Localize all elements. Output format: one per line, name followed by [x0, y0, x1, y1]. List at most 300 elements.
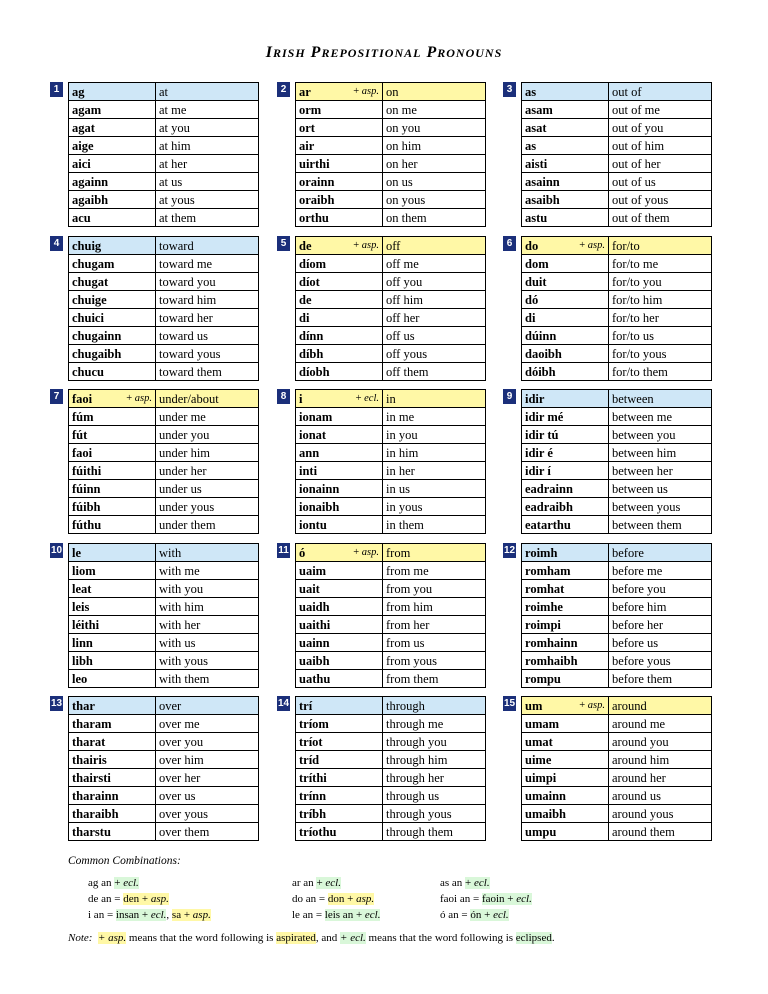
- plus-sign: +: [355, 392, 365, 404]
- plus-sign: +: [353, 239, 362, 251]
- table-row: [69, 444, 259, 462]
- irish-form: [522, 652, 609, 670]
- english-meaning: between her: [609, 462, 712, 480]
- irish-form: [296, 562, 383, 580]
- english-meaning: around me: [609, 715, 712, 733]
- table-row: [296, 209, 486, 227]
- table-row: [296, 101, 486, 119]
- irish-word: aici: [72, 156, 91, 171]
- irish-form: [296, 363, 383, 381]
- irish-word: leo: [72, 671, 88, 686]
- mutation-tag: [126, 391, 152, 407]
- preposition-block-thar: [50, 696, 268, 841]
- english-meaning: out of you: [609, 119, 712, 137]
- irish-form: [69, 462, 156, 480]
- table-head-row: [69, 237, 259, 255]
- english-meaning: on you: [383, 119, 486, 137]
- irish-word: fúm: [72, 409, 94, 424]
- combination-segment: ,: [166, 909, 172, 921]
- combination-segment: ecl.: [150, 909, 167, 921]
- english-meaning: over him: [156, 751, 259, 769]
- table-row: [296, 444, 486, 462]
- irish-word: romhat: [525, 581, 565, 596]
- english-meaning: for/to: [609, 237, 712, 255]
- irish-word: ionaibh: [299, 499, 340, 514]
- irish-word: romhainn: [525, 635, 578, 650]
- pronoun-table: [521, 696, 712, 841]
- page-title: IRISH PREPOSITIONAL PRONOUNS: [265, 44, 503, 61]
- irish-word: inti: [299, 463, 318, 478]
- table-row: [69, 137, 259, 155]
- note-text-1: means that the word following is: [126, 932, 277, 944]
- preposition-block-le: [50, 543, 268, 688]
- table-row: [69, 173, 259, 191]
- irish-word: tríthi: [299, 770, 327, 785]
- english-meaning: between him: [609, 444, 712, 462]
- irish-form: [522, 209, 609, 227]
- irish-form: [296, 823, 383, 841]
- irish-form: [296, 516, 383, 534]
- english-meaning: toward him: [156, 291, 259, 309]
- irish-word: agaibh: [72, 192, 109, 207]
- irish-word: idir í: [525, 463, 551, 478]
- mutation-text: asp.: [587, 699, 605, 711]
- irish-word: asainn: [525, 174, 560, 189]
- irish-word: i: [299, 391, 303, 406]
- irish-form: [522, 173, 609, 191]
- irish-form: [69, 255, 156, 273]
- table-row: [296, 616, 486, 634]
- irish-form: [69, 83, 156, 101]
- block-number: 15: [503, 698, 516, 709]
- pronoun-table: [521, 543, 712, 688]
- irish-form: [522, 616, 609, 634]
- table-row: [69, 309, 259, 327]
- irish-form: [522, 715, 609, 733]
- irish-word: ar: [299, 84, 311, 99]
- irish-word: tharainn: [72, 788, 119, 803]
- irish-form: [69, 697, 156, 715]
- english-meaning: at you: [156, 119, 259, 137]
- preposition-block-ó: [278, 543, 495, 688]
- english-meaning: from us: [383, 634, 486, 652]
- table-row: [69, 751, 259, 769]
- irish-form: [522, 345, 609, 363]
- irish-word: dúinn: [525, 328, 557, 343]
- block-number: 3: [503, 82, 516, 97]
- preposition-block-as: [506, 82, 721, 227]
- english-meaning: with her: [156, 616, 259, 634]
- table-row: [296, 652, 486, 670]
- table-row: [296, 498, 486, 516]
- irish-word: uaibh: [299, 653, 330, 668]
- english-meaning: with you: [156, 580, 259, 598]
- irish-form: [522, 363, 609, 381]
- irish-form: [522, 769, 609, 787]
- english-meaning: from yous: [383, 652, 486, 670]
- english-meaning: from her: [383, 616, 486, 634]
- irish-word: ó: [299, 545, 306, 560]
- irish-word: trínn: [299, 788, 327, 803]
- table-head-row: [69, 83, 259, 101]
- table-row: [522, 462, 712, 480]
- table-row: [296, 562, 486, 580]
- english-meaning: on her: [383, 155, 486, 173]
- table-row: [296, 408, 486, 426]
- english-meaning: under her: [156, 462, 259, 480]
- english-meaning: for/to yous: [609, 345, 712, 363]
- irish-form: [522, 255, 609, 273]
- irish-word: uirthi: [299, 156, 330, 171]
- irish-word: tharstu: [72, 824, 111, 839]
- irish-word: umat: [525, 734, 553, 749]
- english-meaning: before him: [609, 598, 712, 616]
- table-row: [522, 805, 712, 823]
- irish-word: chuici: [72, 310, 104, 325]
- english-meaning: for/to him: [609, 291, 712, 309]
- irish-word: faoi: [72, 445, 93, 460]
- combination-segment: leis an +: [324, 909, 365, 921]
- irish-form: [296, 634, 383, 652]
- table-row: [69, 769, 259, 787]
- irish-word: tríbh: [299, 806, 327, 821]
- english-meaning: toward yous: [156, 345, 259, 363]
- english-meaning: in us: [383, 480, 486, 498]
- english-meaning: under us: [156, 480, 259, 498]
- irish-form: [522, 390, 609, 408]
- irish-form: [522, 670, 609, 688]
- irish-word: orainn: [299, 174, 335, 189]
- english-meaning: at us: [156, 173, 259, 191]
- irish-word: romham: [525, 563, 571, 578]
- table-row: [69, 363, 259, 381]
- table-head-row: [296, 237, 486, 255]
- block-number: 6: [503, 236, 516, 251]
- irish-form: [69, 209, 156, 227]
- table-row: [522, 652, 712, 670]
- table-row: [296, 634, 486, 652]
- english-meaning: under him: [156, 444, 259, 462]
- table-row: [522, 426, 712, 444]
- irish-form: [296, 498, 383, 516]
- irish-form: [296, 83, 383, 101]
- irish-form: [69, 715, 156, 733]
- table-row: [296, 363, 486, 381]
- combination-segment: do an =: [292, 893, 328, 905]
- english-meaning: under me: [156, 408, 259, 426]
- irish-form: [522, 119, 609, 137]
- block-number: 13: [50, 698, 63, 709]
- combination-segment: le an =: [292, 909, 325, 921]
- english-meaning: over you: [156, 733, 259, 751]
- irish-word: leis: [72, 599, 90, 614]
- irish-form: [522, 155, 609, 173]
- irish-form: [69, 390, 156, 408]
- table-row: [522, 787, 712, 805]
- english-meaning: for/to her: [609, 309, 712, 327]
- table-row: [296, 155, 486, 173]
- table-row: [522, 562, 712, 580]
- english-meaning: with me: [156, 562, 259, 580]
- irish-form: [69, 237, 156, 255]
- english-meaning: around us: [609, 787, 712, 805]
- irish-form: [296, 544, 383, 562]
- combination-segment: ar an: [292, 877, 317, 889]
- block-number: 4: [50, 236, 63, 251]
- irish-word: idir mé: [525, 409, 564, 424]
- table-head-row: [296, 83, 486, 101]
- pronoun-table: [68, 236, 259, 381]
- table-row: [522, 580, 712, 598]
- irish-form: [69, 309, 156, 327]
- table-row: [69, 634, 259, 652]
- pronoun-table: [521, 82, 712, 227]
- irish-word: thar: [72, 698, 95, 713]
- irish-word: tharat: [72, 734, 106, 749]
- table-row: [69, 480, 259, 498]
- irish-word: tríothu: [299, 824, 337, 839]
- irish-word: tríot: [299, 734, 323, 749]
- table-row: [522, 345, 712, 363]
- irish-form: [522, 751, 609, 769]
- english-meaning: on us: [383, 173, 486, 191]
- irish-form: [69, 516, 156, 534]
- table-row: [296, 670, 486, 688]
- irish-word: aisti: [525, 156, 548, 171]
- preposition-block-de: [280, 236, 495, 381]
- irish-word: asat: [525, 120, 547, 135]
- english-meaning: between us: [609, 480, 712, 498]
- english-meaning: before: [609, 544, 712, 562]
- irish-form: [522, 273, 609, 291]
- irish-form: [522, 805, 609, 823]
- asp-tag: + asp.: [97, 932, 127, 944]
- combination-segment: den +: [123, 893, 151, 905]
- preposition-block-trí: [277, 696, 495, 841]
- irish-word: againn: [72, 174, 109, 189]
- irish-word: idir tú: [525, 427, 559, 442]
- table-row: [522, 255, 712, 273]
- english-meaning: for/to us: [609, 327, 712, 345]
- irish-word: uait: [299, 581, 320, 596]
- english-meaning: on them: [383, 209, 486, 227]
- table-head-row: [522, 237, 712, 255]
- irish-form: [296, 444, 383, 462]
- table-row: [69, 101, 259, 119]
- english-meaning: with yous: [156, 652, 259, 670]
- english-meaning: under/about: [156, 390, 259, 408]
- combinations-column-2: [292, 875, 380, 923]
- irish-word: de: [299, 238, 312, 253]
- irish-form: [522, 544, 609, 562]
- irish-word: chugainn: [72, 328, 122, 343]
- english-meaning: over: [156, 697, 259, 715]
- table-head-row: [522, 544, 712, 562]
- irish-word: uaithi: [299, 617, 331, 632]
- irish-word: uathu: [299, 671, 331, 686]
- irish-word: iontu: [299, 517, 327, 532]
- english-meaning: between: [609, 390, 712, 408]
- block-number: 9: [503, 389, 516, 404]
- pronoun-table: [295, 236, 486, 381]
- irish-form: [522, 697, 609, 715]
- combination-line: [292, 875, 380, 891]
- table-row: [296, 345, 486, 363]
- irish-form: [522, 444, 609, 462]
- english-meaning: through yous: [383, 805, 486, 823]
- block-number: 7: [50, 389, 63, 404]
- irish-form: [69, 562, 156, 580]
- irish-form: [522, 516, 609, 534]
- table-row: [296, 480, 486, 498]
- table-row: [522, 155, 712, 173]
- table-row: [69, 562, 259, 580]
- english-meaning: at her: [156, 155, 259, 173]
- pronoun-table: [295, 82, 486, 227]
- irish-word: orthu: [299, 210, 329, 225]
- combination-segment: de an =: [88, 893, 124, 905]
- combination-segment: don +: [327, 893, 357, 905]
- irish-form: [522, 101, 609, 119]
- irish-word: fúithi: [72, 463, 102, 478]
- english-meaning: over me: [156, 715, 259, 733]
- irish-form: [522, 823, 609, 841]
- combination-segment: asp.: [192, 909, 211, 921]
- combination-segment: ecl.: [474, 877, 490, 889]
- english-meaning: out of her: [609, 155, 712, 173]
- irish-word: dóibh: [525, 364, 556, 379]
- table-row: [69, 209, 259, 227]
- table-row: [69, 670, 259, 688]
- irish-form: [69, 580, 156, 598]
- irish-word: do: [525, 238, 539, 253]
- table-row: [522, 823, 712, 841]
- irish-form: [522, 480, 609, 498]
- english-meaning: off: [383, 237, 486, 255]
- table-row: [522, 616, 712, 634]
- english-meaning: on him: [383, 137, 486, 155]
- irish-word: eatarthu: [525, 517, 571, 532]
- irish-word: dínn: [299, 328, 324, 343]
- combinations-header: Common Combinations:: [68, 855, 181, 867]
- irish-word: uaidh: [299, 599, 330, 614]
- block-number: 10: [50, 545, 63, 556]
- irish-form: [69, 805, 156, 823]
- mutation-tag: [579, 238, 605, 254]
- mutation-text: asp.: [361, 546, 379, 558]
- block-number: 1: [50, 82, 63, 97]
- common-combinations: [68, 855, 758, 921]
- table-row: [69, 345, 259, 363]
- block-number: 8: [277, 389, 290, 404]
- irish-form: [296, 652, 383, 670]
- combination-line: [88, 875, 211, 891]
- note-text-2: , and: [315, 932, 341, 944]
- irish-form: [69, 137, 156, 155]
- mutation-tag: [353, 84, 379, 100]
- aspirated-word: aspirated: [276, 932, 316, 944]
- english-meaning: through her: [383, 769, 486, 787]
- combination-segment: faoin +: [481, 893, 517, 905]
- plus-sign: +: [579, 699, 588, 711]
- table-row: [296, 291, 486, 309]
- irish-word: eadrainn: [525, 481, 573, 496]
- pronoun-table: [521, 389, 712, 534]
- irish-word: díobh: [299, 364, 330, 379]
- irish-form: [296, 580, 383, 598]
- irish-form: [296, 733, 383, 751]
- table-row: [522, 751, 712, 769]
- combinations-column-3: [440, 875, 532, 923]
- table-row: [69, 787, 259, 805]
- irish-form: [296, 255, 383, 273]
- irish-form: [296, 237, 383, 255]
- irish-word: roimhe: [525, 599, 563, 614]
- combination-line: [292, 891, 380, 907]
- pronoun-table: [295, 543, 486, 688]
- irish-word: chugaibh: [72, 346, 122, 361]
- irish-form: [296, 697, 383, 715]
- pronoun-table: [68, 543, 259, 688]
- english-meaning: from you: [383, 580, 486, 598]
- irish-word: rompu: [525, 671, 561, 686]
- irish-word: asaibh: [525, 192, 560, 207]
- english-meaning: toward us: [156, 327, 259, 345]
- table-head-row: [522, 83, 712, 101]
- table-row: [522, 291, 712, 309]
- english-meaning: around them: [609, 823, 712, 841]
- irish-word: fúthu: [72, 517, 102, 532]
- irish-word: as: [525, 138, 537, 153]
- irish-form: [522, 83, 609, 101]
- table-row: [69, 516, 259, 534]
- english-meaning: over us: [156, 787, 259, 805]
- mutation-tag: [353, 545, 379, 561]
- english-meaning: on: [383, 83, 486, 101]
- pronoun-table: [295, 389, 486, 534]
- eclipsed-word: eclipsed: [515, 932, 552, 944]
- irish-form: [296, 408, 383, 426]
- irish-word: liom: [72, 563, 96, 578]
- english-meaning: from: [383, 544, 486, 562]
- combination-segment: as an: [440, 877, 466, 889]
- combination-segment: ón +: [470, 909, 494, 921]
- combination-segment: ecl.: [516, 893, 532, 905]
- table-row: [69, 805, 259, 823]
- irish-word: uimpi: [525, 770, 557, 785]
- irish-word: díot: [299, 274, 320, 289]
- irish-word: libh: [72, 653, 93, 668]
- irish-form: [296, 191, 383, 209]
- combination-line: [292, 907, 380, 923]
- irish-word: faoi: [72, 391, 93, 406]
- irish-form: [69, 345, 156, 363]
- irish-word: chucu: [72, 364, 104, 379]
- irish-form: [522, 309, 609, 327]
- table-row: [522, 191, 712, 209]
- block-number: 2: [277, 82, 290, 97]
- irish-form: [296, 273, 383, 291]
- english-meaning: in you: [383, 426, 486, 444]
- note-end: .: [551, 932, 555, 944]
- english-meaning: from him: [383, 598, 486, 616]
- irish-form: [296, 119, 383, 137]
- irish-word: tharam: [72, 716, 112, 731]
- table-row: [522, 119, 712, 137]
- english-meaning: before them: [609, 670, 712, 688]
- irish-word: romhaibh: [525, 653, 578, 668]
- irish-form: [296, 137, 383, 155]
